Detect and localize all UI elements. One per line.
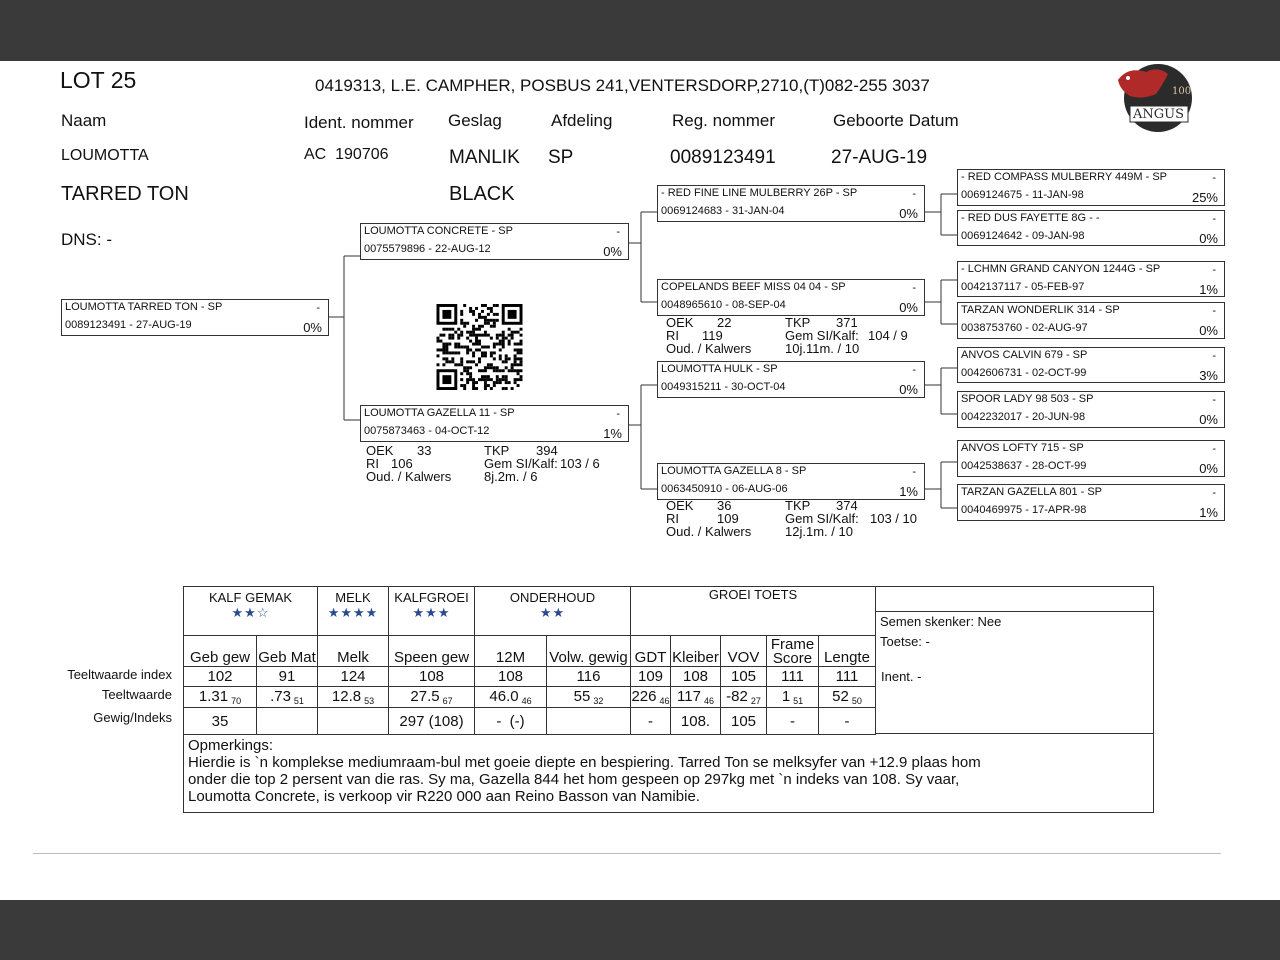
kalf-gemak-stars: ★★☆	[231, 605, 270, 620]
index-cell: 108	[475, 667, 547, 687]
column-header: Lengte	[819, 636, 876, 667]
performance-table	[183, 586, 876, 735]
row-index	[184, 667, 876, 687]
logo-badge: 100	[1172, 86, 1192, 97]
teeltwaarde-cell: 117 $_{46}$	[671, 687, 721, 708]
melk-stars: ★★★★	[327, 605, 379, 620]
column-header: 12M	[475, 636, 547, 667]
self-pct: 0%	[303, 320, 322, 335]
gewig-cell	[318, 708, 389, 735]
column-header: Volw. gewig	[547, 636, 631, 667]
label-row-tw: Teeltwaarde	[101, 687, 172, 702]
row-teeltwaarde	[184, 687, 876, 708]
pedigree-ssd: - RED DUS FAYETTE 8G - - - 0069124642 - 09-JAN-98 0%	[957, 210, 1225, 246]
gewig-cell	[547, 708, 631, 735]
pedigree-sire-sire: - RED FINE LINE MULBERRY 26P - SP - 0069124683 - 31-JAN-04 0%	[657, 185, 925, 222]
info-panel	[875, 586, 1154, 734]
label-reg: Reg. nommer	[672, 111, 775, 130]
onderhoud-stars: ★★	[539, 605, 566, 620]
teeltwaarde-cell: 52 $_{50}$	[819, 687, 876, 708]
self-reg: 0089123491 - 27-AUG-19	[65, 319, 192, 331]
label-afdeling: Afdeling	[551, 111, 613, 130]
gewig-cell: -	[631, 708, 671, 735]
index-cell: 109	[631, 667, 671, 687]
pedigree-dam: LOUMOTTA GAZELLA 11 - SP - 0075873463 - 04-OCT-12 1%	[360, 405, 629, 442]
pedigree-dds: ANVOS LOFTY 715 - SP - 0042538637 - 28-OCT-99 0%	[957, 440, 1225, 477]
pedigree-sdd: TARZAN WONDERLIK 314 - SP - 0038753760 - 02-AUG-97 0%	[957, 302, 1225, 339]
teeltwaarde-cell: -82 $_{27}$	[721, 687, 767, 708]
gewig-cell	[257, 708, 318, 735]
kalfgroei-stars: ★★★	[412, 605, 451, 620]
semen-donor: Semen skenker: Nee	[880, 614, 1002, 629]
teeltwaarde-cell: 46.0 $_{46}$	[475, 687, 547, 708]
remarks	[183, 734, 1154, 813]
column-header: Frame Score	[767, 636, 819, 667]
index-cell: 116	[547, 667, 631, 687]
footer-divider	[33, 853, 1221, 854]
dam-dam-stats: OEK 36 TKP 374 RI 109 Gem SI/Kalf: 103 / 10 Oud. / Kalwers 12j.1m. / 10	[666, 498, 917, 539]
remarks-line-1: Hierdie is `n komplekse mediumraam-bul met goeie diepte en bespiering. Tarred Ton se melksyfer van +12.9 plaas hom	[188, 754, 981, 771]
pedigree-dam-sire: LOUMOTTA HULK - SP - 0049315211 - 30-OCT-04 0%	[657, 361, 925, 398]
pedigree-sss: - RED COMPASS MULBERRY 449M - SP - 0069124675 - 11-JAN-98 25%	[957, 169, 1225, 206]
teeltwaarde-cell: 12.8 $_{53}$	[318, 687, 389, 708]
index-cell: 111	[819, 667, 876, 687]
animal-name-2: TARRED TON	[61, 183, 189, 205]
dns: DNS: -	[61, 230, 112, 249]
index-cell: 111	[767, 667, 819, 687]
column-header: Geb Mat	[257, 636, 318, 667]
column-header: Kleiber	[671, 636, 721, 667]
qr-code-icon	[436, 304, 523, 390]
owner-info: 0419313, L.E. CAMPHER, POSBUS 241,VENTERSDORP,2710,(T)082-255 3037	[315, 76, 930, 95]
teeltwaarde-cell: .73 $_{51}$	[257, 687, 318, 708]
pedigree-ddd: TARZAN GAZELLA 801 - SP - 0040469975 - 17-APR-98 1%	[957, 484, 1225, 521]
pedigree-dss: ANVOS CALVIN 679 - SP - 0042606731 - 02-OCT-99 3%	[957, 347, 1225, 383]
group-kalfgroei: KALFGROEI ★★★	[389, 587, 475, 636]
pedigree-dam-dam: LOUMOTTA GAZELLA 8 - SP - 0063450910 - 06-AUG-06 1%	[657, 463, 925, 500]
teeltwaarde-cell: 1.31 $_{70}$	[184, 687, 257, 708]
teeltwaarde-cell: 27.5 $_{67}$	[389, 687, 475, 708]
index-cell: 108	[389, 667, 475, 687]
reg-number: 0089123491	[670, 147, 776, 168]
column-header: VOV	[721, 636, 767, 667]
index-cell: 105	[721, 667, 767, 687]
label-row-gewig: Gewig/Indeks	[93, 710, 172, 725]
remarks-line-3: Loumotta Concrete, is verkoop vir R220 000 aan Reino Basson van Namibie.	[188, 788, 700, 805]
gewig-cell: -	[819, 708, 876, 735]
section: SP	[548, 147, 574, 168]
column-header: Geb gew	[184, 636, 257, 667]
gewig-cell: 105	[721, 708, 767, 735]
pedigree-sds: - LCHMN GRAND CANYON 1244G - SP - 0042137117 - 05-FEB-97 1%	[957, 261, 1225, 297]
group-melk: MELK ★★★★	[318, 587, 389, 636]
teeltwaarde-cell: 226 $_{46}$	[631, 688, 670, 706]
label-geslag: Geslag	[448, 111, 502, 130]
pedigree-self: LOUMOTTA TARRED TON - SP - 0089123491 - 27-AUG-19 0%	[61, 299, 329, 336]
label-row-index: Teeltwaarde index	[67, 667, 172, 682]
logo-text: ANGUS	[1133, 107, 1185, 122]
group-onderhoud: ONDERHOUD ★★	[475, 587, 631, 636]
group-groei-toets: GROEI TOETS	[631, 587, 876, 636]
remarks-line-2: onder die top 2 persent van die ras. Sy ma, Gazella 844 het hom gespeen op 297kg met `n indeks van 108. Sy vaar,	[188, 771, 960, 788]
gewig-cell: 297 (108)	[389, 708, 475, 735]
label-geboorte: Geboorte Datum	[833, 111, 959, 130]
teeltwaarde-cell: 55 $_{32}$	[547, 687, 631, 708]
dam-stats: OEK 33 TKP 394 RI 106 Gem SI/Kalf: 103 / 6 Oud. / Kalwers 8j.2m. / 6	[366, 443, 600, 484]
self-name: LOUMOTTA TARRED TON - SP	[65, 301, 223, 313]
column-headers	[184, 636, 876, 667]
sex: MANLIK	[449, 147, 520, 168]
birth-date: 27-AUG-19	[831, 147, 928, 168]
lot-number: LOT 25	[60, 67, 137, 93]
pedigree-sire-dam: COPELANDS BEEF MISS 04 04 - SP - 0048965610 - 08-SEP-04 0%	[657, 279, 925, 316]
vaccination: Inent. -	[881, 669, 922, 684]
column-header: Melk	[318, 636, 389, 667]
pedigree-sire: LOUMOTTA CONCRETE - SP - 0075579896 - 22-AUG-12 0%	[360, 223, 629, 260]
column-header: Speen gew	[389, 636, 475, 667]
group-kalf-gemak: KALF GEMAK ★★☆	[184, 587, 318, 636]
sire-dam-stats: OEK 22 TKP 371 RI 119 Gem SI/Kalf: 104 / 9 Oud. / Kalwers 10j.11m. / 10	[666, 315, 908, 356]
gewig-cell: 108.	[671, 708, 721, 735]
index-cell: 91	[257, 667, 318, 687]
index-cell: 102	[184, 667, 257, 687]
gewig-cell: 35	[184, 708, 257, 735]
teeltwaarde-cell: 1 $_{51}$	[767, 687, 819, 708]
label-naam: Naam	[61, 111, 107, 130]
remarks-title: Opmerkings:	[188, 737, 274, 754]
pedigree-dsd: SPOOR LADY 98 503 - SP - 0042232017 - 20-JUN-98 0%	[957, 391, 1225, 428]
animal-name: LOUMOTTA	[61, 147, 149, 164]
index-cell: 124	[318, 667, 389, 687]
ident-number: AC 190706	[304, 146, 389, 163]
gewig-cell: -	[767, 708, 819, 735]
column-header: GDT	[631, 636, 671, 667]
row-gewig	[184, 708, 876, 735]
tests: Toetse: -	[880, 634, 930, 649]
gewig-cell: - (-)	[475, 708, 547, 735]
label-ident: Ident. nommer	[304, 113, 414, 132]
colour: BLACK	[449, 183, 515, 205]
index-cell: 108	[671, 667, 721, 687]
